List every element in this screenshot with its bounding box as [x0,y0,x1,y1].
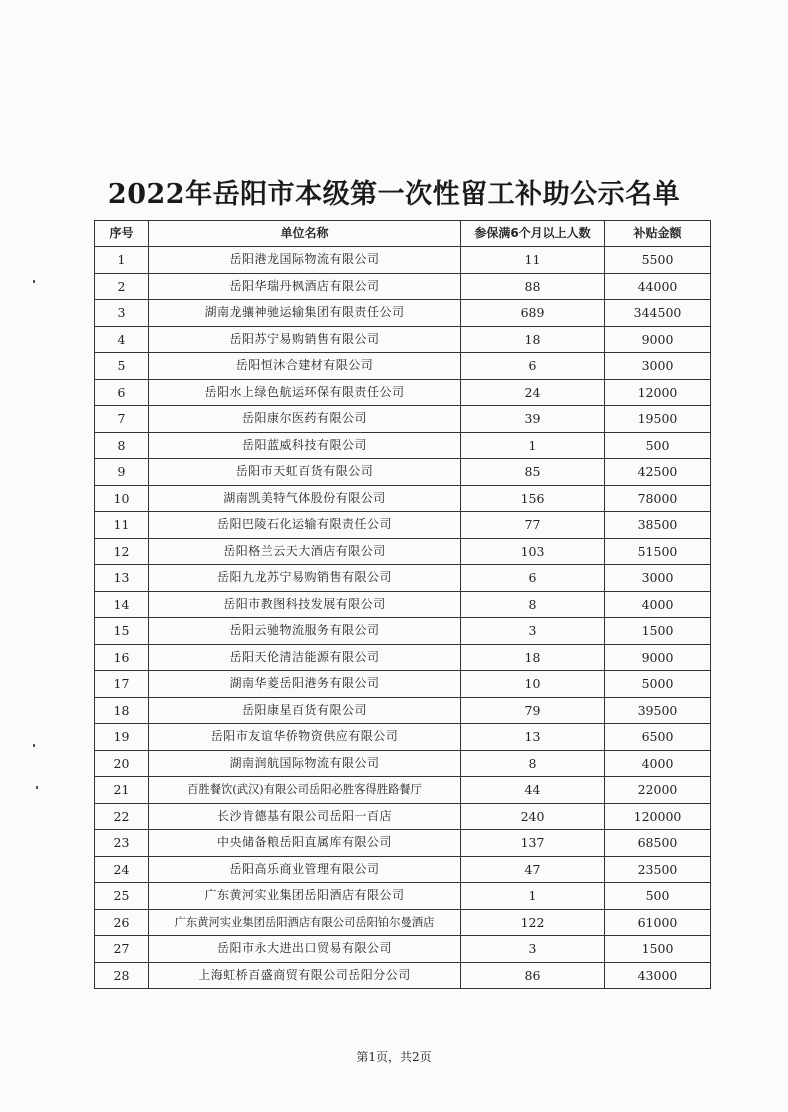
company-name: 湖南润航国际物流有限公司 [149,750,461,777]
row-index: 12 [95,538,149,565]
insured-count: 122 [461,909,605,936]
subsidy-amount: 344500 [605,300,711,327]
subsidy-amount: 500 [605,883,711,910]
company-name: 岳阳云驰物流服务有限公司 [149,618,461,645]
header-index: 序号 [95,221,149,247]
table-row [95,724,711,751]
table-row [95,856,711,883]
table-row [95,538,711,565]
company-name: 岳阳市永大进出口贸易有限公司 [149,936,461,963]
row-index: 9 [95,459,149,486]
scan-speck [33,280,35,283]
insured-count: 156 [461,485,605,512]
insured-count: 77 [461,512,605,539]
page-footer: 第1页，共2页 [356,1050,432,1064]
subsidy-amount: 9000 [605,644,711,671]
table-row [95,936,711,963]
insured-count: 18 [461,326,605,353]
table-row [95,512,711,539]
subsidy-amount: 4000 [605,591,711,618]
row-index: 24 [95,856,149,883]
insured-count: 6 [461,565,605,592]
table-row [95,697,711,724]
scan-speck [36,786,38,789]
table-row [95,750,711,777]
table-row [95,485,711,512]
insured-count: 18 [461,644,605,671]
table-row [95,909,711,936]
subsidy-amount: 5500 [605,247,711,274]
insured-count: 3 [461,936,605,963]
scan-speck [33,744,35,747]
row-index: 6 [95,379,149,406]
row-index: 8 [95,432,149,459]
insured-count: 13 [461,724,605,751]
company-name: 岳阳蓝威科技有限公司 [149,432,461,459]
row-index: 15 [95,618,149,645]
row-index: 19 [95,724,149,751]
insured-count: 11 [461,247,605,274]
table-row [95,830,711,857]
document-title: 2022年岳阳市本级第一次性留工补助公示名单 [107,179,681,210]
table-row [95,379,711,406]
company-name: 上海虹桥百盛商贸有限公司岳阳分公司 [149,962,461,989]
subsidy-amount: 12000 [605,379,711,406]
subsidy-amount: 61000 [605,909,711,936]
subsidy-amount: 68500 [605,830,711,857]
insured-count: 689 [461,300,605,327]
table-row [95,803,711,830]
insured-count: 24 [461,379,605,406]
row-index: 11 [95,512,149,539]
subsidy-amount: 9000 [605,326,711,353]
row-index: 21 [95,777,149,804]
table-row [95,591,711,618]
row-index: 5 [95,353,149,380]
header-insured-count: 参保满6个月以上人数 [461,221,605,247]
subsidy-amount: 3000 [605,565,711,592]
table-row [95,406,711,433]
company-name: 中央储备粮岳阳直属库有限公司 [149,830,461,857]
row-index: 22 [95,803,149,830]
subsidy-amount: 500 [605,432,711,459]
insured-count: 6 [461,353,605,380]
insured-count: 88 [461,273,605,300]
subsidy-amount: 5000 [605,671,711,698]
company-name: 湖南华菱岳阳港务有限公司 [149,671,461,698]
subsidy-amount: 22000 [605,777,711,804]
subsidy-amount: 6500 [605,724,711,751]
row-index: 14 [95,591,149,618]
row-index: 25 [95,883,149,910]
company-name: 岳阳市天虹百货有限公司 [149,459,461,486]
row-index: 2 [95,273,149,300]
row-index: 26 [95,909,149,936]
subsidy-amount: 23500 [605,856,711,883]
table-row [95,618,711,645]
company-name: 岳阳康星百货有限公司 [149,697,461,724]
subsidy-amount: 38500 [605,512,711,539]
table-row [95,883,711,910]
company-name: 湖南凯美特气体股份有限公司 [149,485,461,512]
row-index: 27 [95,936,149,963]
row-index: 20 [95,750,149,777]
row-index: 16 [95,644,149,671]
company-name: 湖南龙骧神驰运输集团有限责任公司 [149,300,461,327]
company-name: 岳阳高乐商业管理有限公司 [149,856,461,883]
company-name: 岳阳苏宁易购销售有限公司 [149,326,461,353]
row-index: 13 [95,565,149,592]
insured-count: 137 [461,830,605,857]
table-row [95,644,711,671]
company-name: 岳阳巴陵石化运输有限责任公司 [149,512,461,539]
table-row [95,432,711,459]
table-row [95,273,711,300]
subsidy-amount: 51500 [605,538,711,565]
table-row [95,300,711,327]
insured-count: 1 [461,432,605,459]
insured-count: 44 [461,777,605,804]
subsidy-amount: 78000 [605,485,711,512]
subsidy-amount: 1500 [605,936,711,963]
table-row [95,565,711,592]
insured-count: 10 [461,671,605,698]
table-row [95,962,711,989]
company-name: 广东黄河实业集团岳阳酒店有限公司岳阳铂尔曼酒店 [149,909,461,936]
company-name: 岳阳港龙国际物流有限公司 [149,247,461,274]
company-name: 岳阳市教图科技发展有限公司 [149,591,461,618]
insured-count: 85 [461,459,605,486]
subsidy-table [94,220,711,989]
row-index: 17 [95,671,149,698]
subsidy-amount: 42500 [605,459,711,486]
table-row [95,671,711,698]
insured-count: 1 [461,883,605,910]
subsidy-amount: 19500 [605,406,711,433]
subsidy-amount: 44000 [605,273,711,300]
subsidy-amount: 3000 [605,353,711,380]
header-company: 单位名称 [149,221,461,247]
company-name: 岳阳恒沐合建材有限公司 [149,353,461,380]
company-name: 岳阳市友谊华侨物资供应有限公司 [149,724,461,751]
insured-count: 103 [461,538,605,565]
insured-count: 8 [461,591,605,618]
company-name: 岳阳康尔医药有限公司 [149,406,461,433]
company-name: 岳阳格兰云天大酒店有限公司 [149,538,461,565]
subsidy-amount: 39500 [605,697,711,724]
insured-count: 47 [461,856,605,883]
company-name: 岳阳天伦清洁能源有限公司 [149,644,461,671]
subsidy-amount: 4000 [605,750,711,777]
table-row [95,459,711,486]
insured-count: 79 [461,697,605,724]
subsidy-amount: 1500 [605,618,711,645]
insured-count: 86 [461,962,605,989]
table-row [95,247,711,274]
header-subsidy-amount: 补贴金额 [605,221,711,247]
company-name: 岳阳水上绿色航运环保有限责任公司 [149,379,461,406]
company-name: 广东黄河实业集团岳阳酒店有限公司 [149,883,461,910]
table-row [95,353,711,380]
company-name: 长沙肯德基有限公司岳阳一百店 [149,803,461,830]
row-index: 7 [95,406,149,433]
insured-count: 3 [461,618,605,645]
table-row [95,777,711,804]
company-name: 百胜餐饮(武汉)有限公司岳阳必胜客得胜路餐厅 [149,777,461,804]
subsidy-amount: 43000 [605,962,711,989]
company-name: 岳阳九龙苏宁易购销售有限公司 [149,565,461,592]
table-header-row [95,221,711,247]
row-index: 4 [95,326,149,353]
row-index: 18 [95,697,149,724]
row-index: 3 [95,300,149,327]
insured-count: 240 [461,803,605,830]
row-index: 28 [95,962,149,989]
row-index: 10 [95,485,149,512]
subsidy-amount: 120000 [605,803,711,830]
insured-count: 39 [461,406,605,433]
table-row [95,326,711,353]
row-index: 23 [95,830,149,857]
company-name: 岳阳华瑞丹枫酒店有限公司 [149,273,461,300]
insured-count: 8 [461,750,605,777]
row-index: 1 [95,247,149,274]
